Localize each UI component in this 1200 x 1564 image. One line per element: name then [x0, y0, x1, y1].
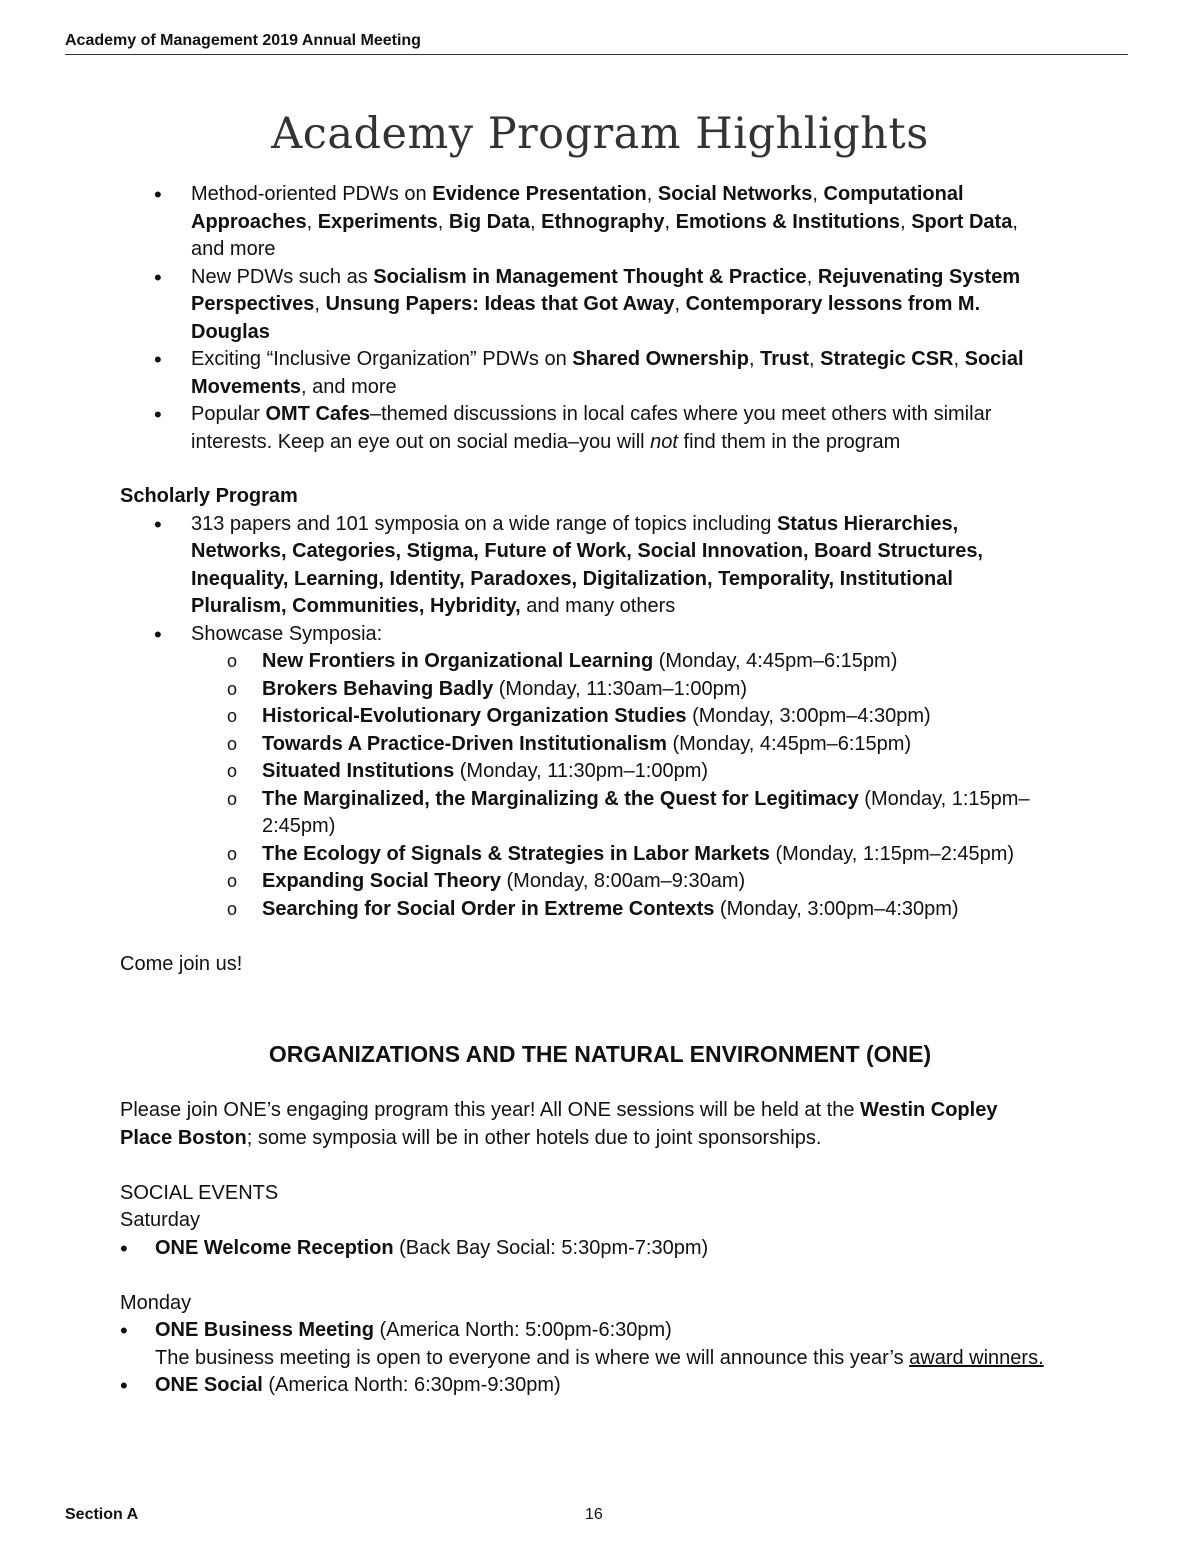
event-item	[120, 1317, 1050, 1372]
page-title: Academy Program Highlights	[271, 109, 929, 159]
text-run: ,	[806, 265, 818, 288]
text-run: ,	[674, 293, 686, 315]
bold-term: Sport Data	[911, 210, 1013, 233]
bold-term: Rejuvenating System Perspectives	[191, 265, 1021, 315]
symposium-item	[120, 731, 1050, 759]
monday-label: Monday	[120, 1291, 192, 1314]
bold-term: Experiments	[317, 210, 438, 233]
bold-term: Ethnography	[541, 210, 665, 233]
closing-text: Come join us!	[120, 952, 243, 975]
symposia-list	[191, 648, 1050, 923]
highlight-item	[120, 264, 1050, 347]
symposium-item	[120, 841, 1050, 869]
text-run: Popular	[191, 403, 266, 425]
running-header: Academy of Management 2019 Annual Meeting	[65, 32, 1128, 55]
one-content	[120, 1097, 1050, 1400]
event-item	[120, 1372, 1050, 1400]
papers-prefix: 313 papers and 101 symposia on a wide range of topics including	[191, 512, 777, 535]
symposium-time: (Monday, 1:15pm–2:45pm)	[262, 787, 1030, 837]
text-run: ,	[437, 210, 449, 233]
symposium-title: Searching for Social Order in Extreme Contexts	[262, 897, 715, 920]
symposium-time: (Monday, 11:30pm–1:00pm)	[454, 760, 709, 782]
highlight-item	[120, 401, 1050, 456]
bold-term: Social Networks	[657, 183, 813, 205]
bold-term: Emotions & Institutions	[675, 210, 901, 233]
event-item	[120, 1235, 1050, 1263]
highlights-list	[120, 181, 1050, 456]
symposium-time: (Monday, 4:45pm–6:15pm)	[666, 732, 912, 755]
event-name: ONE Welcome Reception	[155, 1236, 394, 1259]
page-number: 16	[585, 1506, 603, 1523]
bold-term: Contemporary lessons from M. Douglas	[191, 293, 981, 343]
symposium-item	[120, 676, 1050, 704]
monday-events	[120, 1317, 1050, 1400]
symposium-item	[120, 703, 1050, 731]
text-run: ,	[953, 348, 965, 370]
text-run: Method-oriented PDWs on	[191, 183, 433, 205]
symposium-title: Expanding Social Theory	[262, 870, 501, 892]
bold-term: Socialism in Management Thought & Practice	[373, 265, 807, 288]
text-run: –themed discussions in local cafes where you meet others with similar interests. Keep an eye out on social media–you will	[191, 403, 992, 453]
symposium-time: (Monday, 4:45pm–6:15pm)	[653, 650, 898, 672]
event-details: (America North: 6:30pm-9:30pm)	[262, 1374, 561, 1396]
event-name: ONE Social	[155, 1374, 263, 1396]
bold-term: OMT Cafes	[265, 403, 370, 425]
symposium-title: The Ecology of Signals & Strategies in Labor Markets	[262, 842, 770, 865]
saturday-label: Saturday	[120, 1209, 201, 1231]
text-run: , and more	[191, 210, 1018, 260]
bold-term: Unsung Papers: Ideas that Got Away	[325, 293, 675, 315]
papers-suffix: and many others	[520, 595, 676, 617]
text-run: find them in the program	[677, 430, 901, 453]
award-winners-link[interactable]: award winners.	[909, 1346, 1044, 1369]
saturday-events	[120, 1235, 1050, 1263]
symposium-time: (Monday, 3:00pm–4:30pm)	[686, 705, 931, 727]
text-run: ,	[812, 183, 824, 205]
bold-term: Trust	[760, 348, 809, 370]
symposium-title: Historical-Evolutionary Organization Studies	[262, 705, 687, 727]
social-events-label: SOCIAL EVENTS	[120, 1181, 279, 1204]
one-intro-suffix: ; some symposia will be in other hotels due to joint sponsorships.	[246, 1126, 822, 1149]
scholarly-program-label: Scholarly Program	[120, 485, 298, 507]
scholarly-papers-item	[120, 511, 1050, 621]
symposium-item	[120, 868, 1050, 896]
symposium-title: Towards A Practice-Driven Institutionalism	[262, 732, 667, 755]
text-run: , and more	[301, 375, 397, 398]
text-run: ,	[900, 210, 912, 233]
symposium-title: New Frontiers in Organizational Learning	[262, 650, 654, 672]
symposium-time: (Monday, 1:15pm–2:45pm)	[769, 842, 1015, 865]
bold-term: Big Data	[448, 210, 531, 233]
symposium-title: The Marginalized, the Marginalizing & the Quest for Legitimacy	[262, 787, 859, 810]
event-name: ONE Business Meeting	[155, 1319, 374, 1341]
text-run: ,	[664, 210, 676, 233]
emphasis-text: not	[650, 430, 678, 453]
papers-topics: Status Hierarchies, Networks, Categories, Stigma, Future of Work, Social Innovation, Board Structures, Inequality, Learning, Identity, Paradoxes, Digitalization, Temporality, Institutional Pluralism, Communities, Hybridity,	[191, 512, 983, 617]
symposium-item	[120, 896, 1050, 924]
showcase-item	[120, 621, 1050, 924]
symposium-time: (Monday, 8:00am–9:30am)	[500, 870, 746, 892]
one-intro	[120, 1097, 1050, 1152]
showcase-label: Showcase Symposia:	[191, 622, 383, 645]
symposium-item	[120, 758, 1050, 786]
symposium-time: (Monday, 11:30am–1:00pm)	[493, 677, 748, 700]
symposium-item	[120, 648, 1050, 676]
text-run: ,	[314, 293, 326, 315]
footer-section: Section A	[65, 1506, 139, 1523]
bold-term: Strategic CSR	[820, 348, 954, 370]
text-run: ,	[809, 348, 821, 370]
highlight-item	[120, 346, 1050, 401]
text-run: Exciting “Inclusive Organization” PDWs on	[191, 348, 573, 370]
text-run: ,	[748, 348, 761, 370]
text-run: ,	[306, 210, 318, 233]
text-run: New PDWs such as	[191, 265, 374, 288]
highlight-item	[120, 181, 1050, 264]
symposium-time: (Monday, 3:00pm–4:30pm)	[714, 897, 959, 920]
one-intro-prefix: Please join ONE’s engaging program this year! All ONE sessions will be held at the	[120, 1099, 861, 1121]
bold-term: Social Movements	[191, 348, 1024, 398]
one-intro-venue: Westin Copley Place Boston	[120, 1099, 998, 1149]
bold-term: Computational Approaches	[191, 183, 964, 233]
text-run: ,	[530, 210, 542, 233]
highlights-content	[120, 181, 1050, 978]
symposium-title: Brokers Behaving Badly	[262, 677, 494, 700]
symposium-item	[120, 786, 1050, 841]
text-run: ,	[646, 183, 658, 205]
symposium-title: Situated Institutions	[262, 760, 455, 782]
event-details: (America North: 5:00pm-6:30pm)	[373, 1319, 672, 1341]
scholarly-list	[120, 511, 1050, 924]
business-note: The business meeting is open to everyone and is where we will announce this year’s	[155, 1346, 910, 1369]
bold-term: Evidence Presentation	[432, 183, 647, 205]
bold-term: Shared Ownership	[572, 348, 749, 370]
one-heading: ORGANIZATIONS AND THE NATURAL ENVIRONMENT (ONE)	[268, 1041, 932, 1067]
event-details: (Back Bay Social: 5:30pm-7:30pm)	[393, 1236, 709, 1259]
